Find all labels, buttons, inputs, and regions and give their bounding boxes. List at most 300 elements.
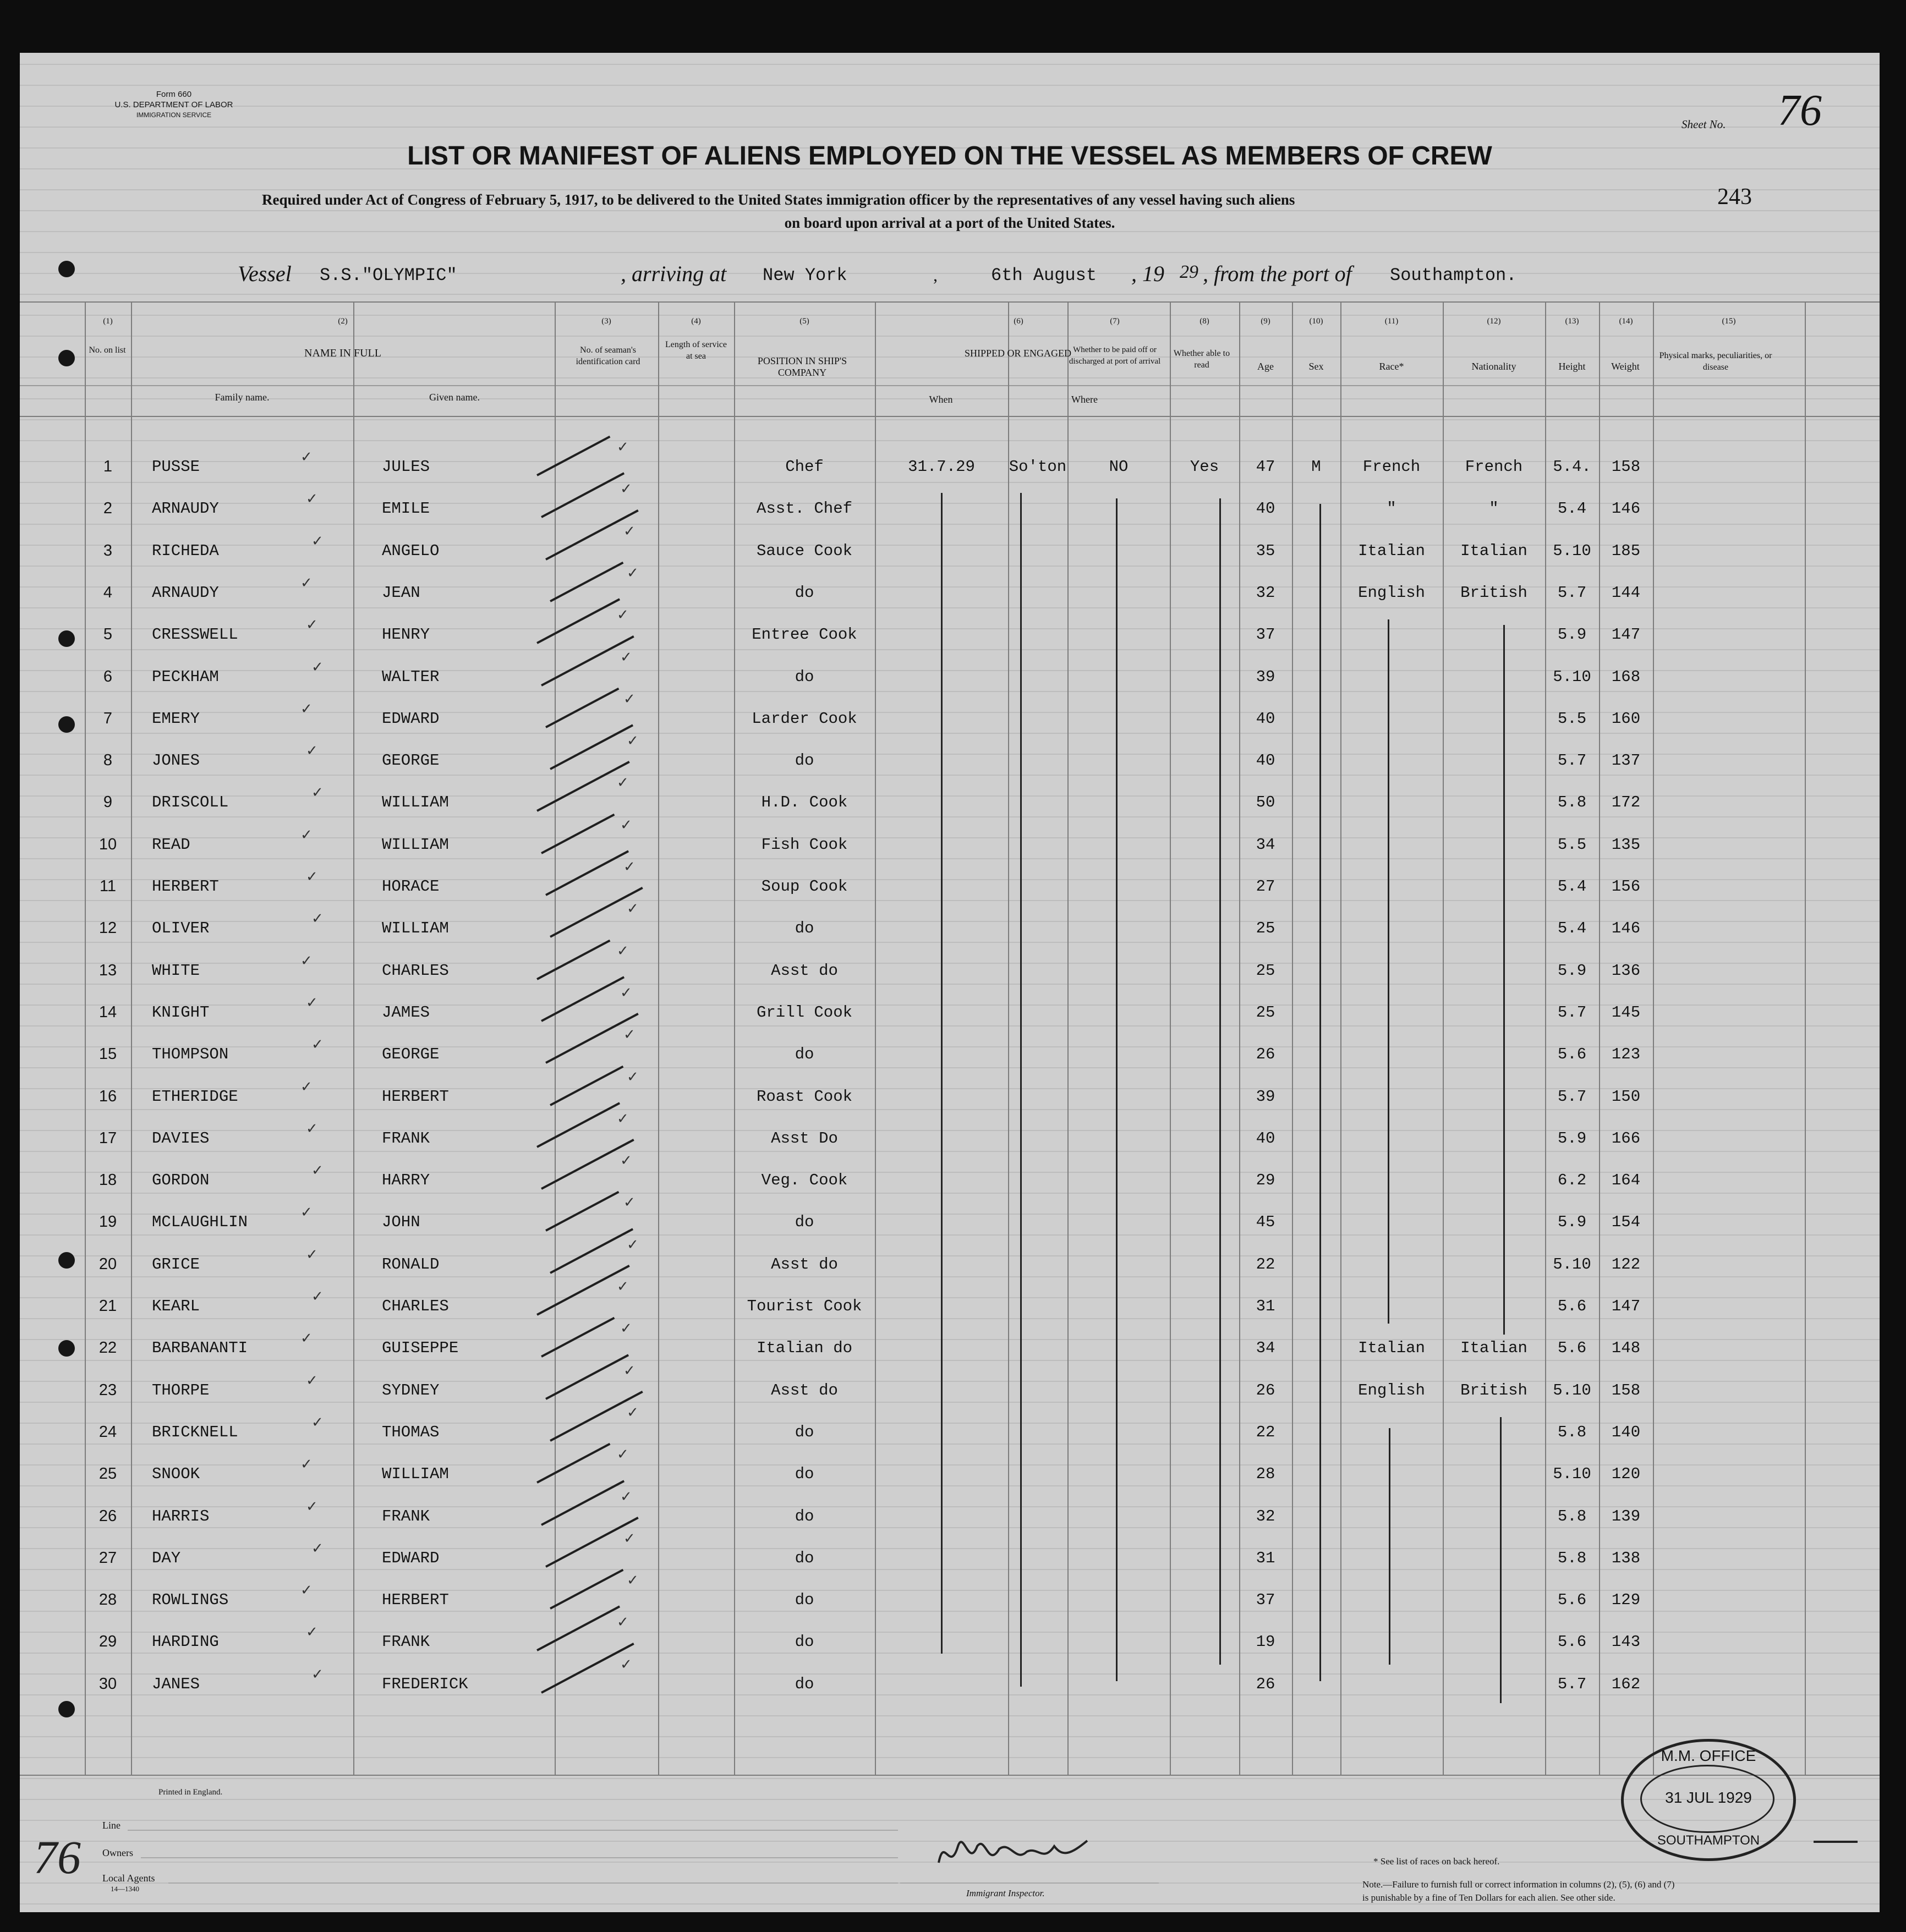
check-mark-icon: ✓ [300, 1330, 313, 1347]
row-number: 13 [98, 962, 117, 979]
height: 5.9 [1557, 962, 1587, 980]
col-header-height: Height [1558, 361, 1586, 372]
height: 5.6 [1557, 1591, 1587, 1609]
ledger-rule [20, 1673, 1880, 1675]
weight: 166 [1611, 1129, 1641, 1148]
check-mark-icon: ✓ [311, 533, 324, 550]
height: 5.4. [1553, 458, 1591, 476]
age: 50 [1256, 793, 1275, 811]
col-header-given: Given name. [429, 392, 480, 403]
inspector-rule [900, 1882, 1159, 1884]
given-name: GUISEPPE [382, 1339, 459, 1357]
card-check-mark-icon: ✓ [620, 1656, 632, 1673]
card-check-mark-icon: ✓ [617, 1614, 629, 1631]
table-row [20, 1414, 1880, 1445]
row-number: 27 [98, 1549, 117, 1567]
family-name: GORDON [152, 1171, 210, 1189]
ledger-rule [20, 1820, 1880, 1821]
card-check-mark-icon: ✓ [623, 1194, 636, 1211]
page-number: 243 [1717, 184, 1752, 210]
height: 5.6 [1557, 1297, 1587, 1315]
punch-hole [58, 261, 75, 277]
height: 5.4 [1557, 500, 1587, 518]
family-name: SNOOK [152, 1465, 200, 1483]
given-name: WILLIAM [382, 836, 449, 854]
weight: 136 [1611, 962, 1641, 980]
check-mark-icon: ✓ [311, 1540, 324, 1557]
table-bottom-border [20, 1775, 1880, 1776]
position: do [795, 1465, 814, 1483]
family-name: ROWLINGS [152, 1591, 229, 1609]
ledger-rule [20, 775, 1880, 776]
form-block [108, 89, 240, 120]
age: 26 [1256, 1675, 1275, 1693]
height: 5.7 [1557, 1088, 1587, 1106]
nationality: British [1460, 584, 1527, 602]
table-row [20, 533, 1880, 564]
column-number: (5) [799, 317, 809, 326]
table-row [20, 701, 1880, 732]
margin-dash [1814, 1841, 1858, 1843]
card-check-mark-icon: ✓ [623, 1363, 636, 1379]
family-name: ETHERIDGE [152, 1088, 238, 1106]
col-header-paid: Whether to be paid off or discharged at port of arrival [1069, 345, 1161, 366]
height: 5.10 [1553, 1255, 1591, 1274]
printed-note: Printed in England. [158, 1788, 223, 1797]
given-name: FREDERICK [382, 1675, 468, 1693]
height: 5.7 [1557, 1003, 1587, 1022]
given-name: CHARLES [382, 962, 449, 980]
age: 32 [1256, 584, 1275, 602]
family-name: OLIVER [152, 919, 210, 937]
ditto-mark-where [1020, 493, 1022, 1687]
card-check-mark-icon: ✓ [623, 691, 636, 707]
col-header-length: Length of service at sea [665, 340, 727, 361]
height: 5.7 [1557, 1675, 1587, 1693]
position: Grill Cook [756, 1003, 853, 1022]
column-number: (8) [1200, 317, 1209, 326]
line-rule [128, 1830, 898, 1831]
given-name: GEORGE [382, 1045, 440, 1063]
sex: M [1311, 458, 1321, 476]
age: 25 [1256, 962, 1275, 980]
family-name: KEARL [152, 1297, 200, 1315]
card-check-mark-icon: ✓ [620, 817, 632, 833]
card-check-mark-icon: ✓ [617, 439, 629, 455]
position: Asst do [771, 1255, 838, 1274]
given-name: EDWARD [382, 710, 440, 728]
card-check-mark-icon: ✓ [623, 523, 636, 540]
form-code: 14—1340 [111, 1885, 139, 1893]
ledger-rule [20, 336, 1880, 337]
height: 5.5 [1557, 836, 1587, 854]
check-mark-icon: ✓ [300, 827, 313, 843]
col-header-name: NAME IN FULL [304, 347, 381, 359]
row-number: 9 [103, 793, 113, 811]
ledger-rule [20, 377, 1880, 378]
given-name: JEAN [382, 584, 420, 602]
row-number: 15 [98, 1045, 117, 1063]
age: 34 [1256, 1339, 1275, 1357]
weight: 129 [1611, 1591, 1641, 1609]
row-number: 4 [103, 584, 113, 601]
position: Asst Do [771, 1129, 838, 1148]
height: 5.4 [1557, 877, 1587, 896]
check-mark-icon: ✓ [306, 995, 318, 1011]
age: 37 [1256, 625, 1275, 644]
age: 39 [1256, 1088, 1275, 1106]
header-bottom-border [20, 416, 1880, 417]
punch-hole [58, 1701, 75, 1717]
ditto-mark-read [1219, 498, 1221, 1665]
given-name: GEORGE [382, 751, 440, 770]
row-number: 19 [98, 1213, 117, 1231]
shipped-where: So'ton [1009, 458, 1067, 476]
stamp-date: 31 JUL 1929 [1665, 1789, 1752, 1806]
col-header-family: Family name. [215, 392, 270, 403]
card-check-mark-icon: ✓ [620, 1489, 632, 1505]
column-number: (10) [1309, 317, 1323, 326]
family-name: WHITE [152, 962, 200, 980]
ditto-mark-race-1 [1388, 619, 1389, 1324]
ledger-rule [20, 1067, 1880, 1068]
table-row [20, 1582, 1880, 1613]
check-mark-icon: ✓ [306, 743, 318, 759]
given-name: HARRY [382, 1171, 430, 1189]
port-of-arrival: New York [763, 265, 847, 286]
weight: 148 [1611, 1339, 1641, 1357]
card-check-mark-icon: ✓ [620, 649, 632, 666]
family-name: ARNAUDY [152, 584, 219, 602]
table-row [20, 910, 1880, 941]
table-row [20, 743, 1880, 773]
given-name: CHARLES [382, 1297, 449, 1315]
position: Roast Cook [756, 1088, 853, 1106]
card-check-mark-icon: ✓ [620, 481, 632, 497]
position: do [795, 584, 814, 602]
row-number: 26 [98, 1507, 117, 1525]
family-name: THOMPSON [152, 1045, 229, 1063]
weight: 147 [1611, 625, 1641, 644]
weight: 147 [1611, 1297, 1641, 1315]
check-mark-icon: ✓ [300, 953, 313, 969]
family-name: DAY [152, 1549, 181, 1567]
card-check-mark-icon: ✓ [620, 1152, 632, 1169]
ledger-rule [20, 252, 1880, 253]
table-row [20, 784, 1880, 815]
column-number: (1) [103, 317, 113, 326]
weight: 156 [1611, 877, 1641, 896]
check-mark-icon: ✓ [306, 1121, 318, 1137]
table-row [20, 995, 1880, 1025]
service-label: IMMIGRATION SERVICE [136, 111, 212, 119]
column-number: (6) [1014, 317, 1023, 326]
weight: 146 [1611, 500, 1641, 518]
ditto-mark-race-2 [1389, 1428, 1390, 1665]
height: 5.10 [1553, 1381, 1591, 1399]
card-check-mark-icon: ✓ [623, 1027, 636, 1043]
ledger-rule [20, 210, 1880, 211]
age: 35 [1256, 542, 1275, 560]
inspector-signature [933, 1824, 1098, 1885]
col-header-where: Where [1071, 394, 1098, 405]
arriving-label: , arriving at [621, 261, 727, 286]
column-number: (4) [691, 317, 701, 326]
weight: 138 [1611, 1549, 1641, 1567]
column-number: (2) [338, 317, 348, 326]
row-number: 12 [98, 919, 117, 937]
weight: 185 [1611, 542, 1641, 560]
race: English [1358, 1381, 1425, 1399]
table-row [20, 1121, 1880, 1151]
given-name: EMILE [382, 500, 430, 518]
ledger-rule [20, 942, 1880, 943]
age: 26 [1256, 1381, 1275, 1399]
card-check-mark-icon: ✓ [627, 901, 639, 917]
position: Entree Cook [752, 625, 857, 644]
ledger-rule [20, 524, 1880, 525]
family-name: JONES [152, 751, 200, 770]
table-row [20, 659, 1880, 690]
weight: 150 [1611, 1088, 1641, 1106]
card-check-mark-icon: ✓ [617, 775, 629, 791]
age: 47 [1256, 458, 1275, 476]
manifest-page [20, 53, 1880, 1912]
arrival-date: 6th August [991, 265, 1097, 286]
card-check-mark-icon: ✓ [627, 733, 639, 749]
position: Asst do [771, 1381, 838, 1399]
col-header-no: No. on list [89, 345, 126, 355]
age: 22 [1256, 1423, 1275, 1441]
column-number: (14) [1619, 317, 1633, 326]
family-name: BRICKNELL [152, 1423, 238, 1441]
table-row [20, 449, 1880, 480]
age: 34 [1256, 836, 1275, 854]
age: 37 [1256, 1591, 1275, 1609]
check-mark-icon: ✓ [300, 449, 313, 465]
weight: 122 [1611, 1255, 1641, 1274]
position: do [795, 1213, 814, 1231]
position: Veg. Cook [761, 1171, 848, 1189]
row-number: 11 [99, 877, 117, 895]
table-row [20, 1666, 1880, 1697]
card-check-mark-icon: ✓ [627, 1069, 639, 1085]
position: do [795, 1591, 814, 1609]
vessel-name: S.S."OLYMPIC" [320, 265, 457, 286]
row-number: 28 [98, 1591, 117, 1609]
position: Chef [785, 458, 824, 476]
race: English [1358, 584, 1425, 602]
ledger-rule [20, 1025, 1880, 1027]
card-check-mark-icon: ✓ [620, 985, 632, 1001]
age: 32 [1256, 1507, 1275, 1525]
family-name: PUSSE [152, 458, 200, 476]
punch-hole [58, 350, 75, 366]
col-header-race: Race* [1379, 361, 1404, 372]
ledger-rule [20, 984, 1880, 985]
given-name: FRANK [382, 1633, 430, 1651]
department-label: U.S. DEPARTMENT OF LABOR [114, 100, 233, 109]
table-row [20, 1373, 1880, 1403]
ledger-rule [20, 1715, 1880, 1716]
column-number: (15) [1722, 317, 1736, 326]
check-mark-icon: ✓ [306, 1624, 318, 1640]
table-row [20, 617, 1880, 647]
year-suffix: 29 [1180, 262, 1198, 282]
ledger-rule [20, 649, 1880, 650]
weight: 172 [1611, 793, 1641, 811]
card-check-mark-icon: ✓ [620, 1320, 632, 1337]
race: " [1387, 500, 1396, 518]
check-mark-icon: ✓ [300, 1582, 313, 1599]
height: 5.6 [1557, 1045, 1587, 1063]
height: 5.4 [1557, 919, 1587, 937]
row-number: 14 [98, 1003, 117, 1021]
ditto-mark-paid [1116, 498, 1118, 1681]
age: 19 [1256, 1633, 1275, 1651]
age: 27 [1256, 877, 1275, 896]
check-mark-icon: ✓ [311, 1162, 324, 1179]
position: Fish Cook [761, 836, 848, 854]
row-number: 30 [98, 1675, 117, 1693]
row-number: 7 [103, 710, 113, 727]
col-header-weight: Weight [1611, 361, 1640, 372]
given-name: HORACE [382, 877, 440, 896]
height: 5.9 [1557, 1213, 1587, 1231]
race: Italian [1358, 1339, 1425, 1357]
height: 5.7 [1557, 584, 1587, 602]
weight: 140 [1611, 1423, 1641, 1441]
table-row [20, 1162, 1880, 1193]
card-check-mark-icon: ✓ [623, 859, 636, 875]
row-number: 2 [103, 500, 113, 517]
form-number: Form 660 [156, 90, 192, 99]
age: 31 [1256, 1297, 1275, 1315]
table-row [20, 1330, 1880, 1361]
ditto-mark-nationality-1 [1503, 625, 1505, 1335]
given-name: JOHN [382, 1213, 420, 1231]
port-of-departure: Southampton. [1390, 265, 1517, 286]
given-name: WILLIAM [382, 793, 449, 811]
family-name: READ [152, 836, 190, 854]
height: 5.10 [1553, 542, 1591, 560]
ledger-rule [20, 816, 1880, 817]
year-prefix: , 19 [1131, 261, 1164, 286]
note-line-1: Note.—Failure to furnish full or correct information in columns (2), (5), (6) and (7) [1362, 1879, 1675, 1890]
position: Asst. Chef [756, 500, 853, 518]
check-mark-icon: ✓ [306, 1373, 318, 1389]
table-row [20, 1079, 1880, 1110]
sheet-label: Sheet No. [1682, 118, 1726, 131]
row-number: 25 [98, 1465, 117, 1483]
height: 5.10 [1553, 1465, 1591, 1483]
table-row [20, 869, 1880, 899]
family-name: ARNAUDY [152, 500, 219, 518]
given-name: WILLIAM [382, 919, 449, 937]
row-number: 5 [103, 625, 113, 643]
col-header-shipped: SHIPPED OR ENGAGED [964, 348, 1071, 359]
given-name: EDWARD [382, 1549, 440, 1567]
age: 22 [1256, 1255, 1275, 1274]
table-row [20, 953, 1880, 984]
weight: 143 [1611, 1633, 1641, 1651]
check-mark-icon: ✓ [311, 659, 324, 676]
row-number: 16 [98, 1088, 117, 1105]
card-check-mark-icon: ✓ [623, 1530, 636, 1547]
family-name: THORPE [152, 1381, 210, 1399]
family-name: GRICE [152, 1255, 200, 1274]
height: 5.9 [1557, 625, 1587, 644]
card-check-mark-icon: ✓ [627, 1572, 639, 1589]
column-number: (12) [1487, 317, 1501, 326]
weight: 158 [1611, 1381, 1641, 1399]
stamp-top-text: M.M. OFFICE [1661, 1747, 1756, 1764]
row-number: 23 [98, 1381, 117, 1399]
position: Sauce Cook [756, 542, 853, 560]
weight: 123 [1611, 1045, 1641, 1063]
card-check-mark-icon: ✓ [617, 1111, 629, 1127]
given-name: RONALD [382, 1255, 440, 1274]
paid-off: NO [1109, 458, 1129, 476]
table-top-border [20, 301, 1880, 303]
comma: , [933, 265, 938, 285]
weight: 162 [1611, 1675, 1641, 1693]
row-number: 17 [98, 1129, 117, 1147]
column-number: (3) [601, 317, 611, 326]
race: French [1362, 458, 1421, 476]
shipped-when: 31.7.29 [908, 458, 975, 476]
given-name: FRANK [382, 1507, 430, 1525]
ledger-rule [20, 1903, 1880, 1904]
card-check-mark-icon: ✓ [627, 1237, 639, 1253]
table-row [20, 827, 1880, 858]
position: do [795, 919, 814, 937]
ledger-rule [20, 64, 1880, 65]
position: do [795, 1423, 814, 1441]
ledger-rule [20, 294, 1880, 295]
ledger-rule [20, 189, 1880, 190]
age: 40 [1256, 710, 1275, 728]
check-mark-icon: ✓ [311, 784, 324, 801]
row-number: 3 [103, 542, 113, 559]
ditto-mark-sex [1319, 504, 1321, 1681]
ledger-rule [20, 315, 1880, 316]
check-mark-icon: ✓ [311, 1036, 324, 1053]
age: 26 [1256, 1045, 1275, 1063]
ledger-rule [20, 607, 1880, 608]
column-number: (7) [1110, 317, 1120, 326]
height: 5.5 [1557, 710, 1587, 728]
family-name: JANES [152, 1675, 200, 1693]
nationality: British [1460, 1381, 1527, 1399]
card-check-mark-icon: ✓ [617, 1278, 629, 1295]
weight: 160 [1611, 710, 1641, 728]
age: 31 [1256, 1549, 1275, 1567]
check-mark-icon: ✓ [306, 1247, 318, 1263]
check-mark-icon: ✓ [300, 701, 313, 717]
family-name: HARRIS [152, 1507, 210, 1525]
given-name: HENRY [382, 625, 430, 644]
position: Italian do [756, 1339, 853, 1357]
ledger-rule [20, 419, 1880, 420]
family-name: MCLAUGHLIN [152, 1213, 248, 1231]
weight: 144 [1611, 584, 1641, 602]
col-header-marks: Physical marks, peculiarities, or disease [1659, 351, 1772, 372]
given-name: ANGELO [382, 542, 440, 560]
check-mark-icon: ✓ [311, 910, 324, 927]
row-number: 20 [98, 1255, 117, 1273]
position: H.D. Cook [761, 793, 848, 811]
